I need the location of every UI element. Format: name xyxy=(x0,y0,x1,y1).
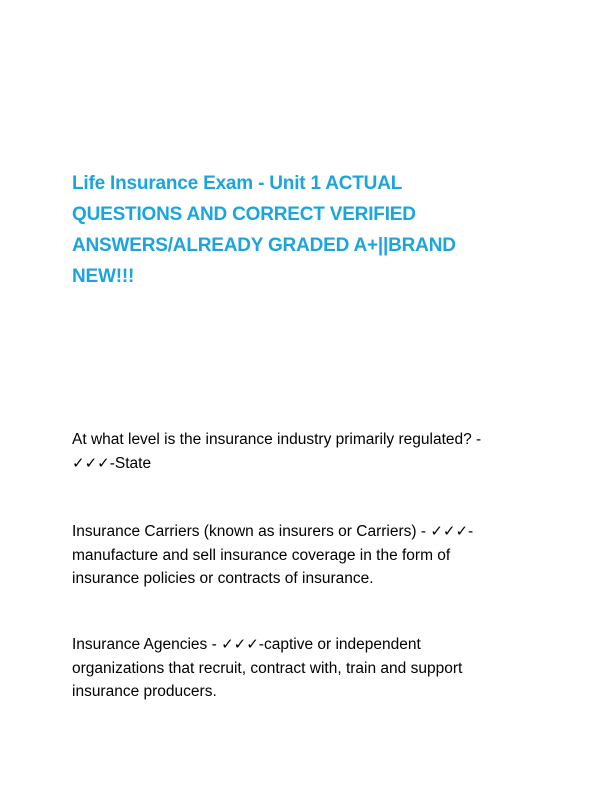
separator: - xyxy=(207,636,222,653)
qa-item xyxy=(72,520,512,591)
answer-prefix: - xyxy=(468,523,474,540)
document-title: Life Insurance Exam - Unit 1 ACTUAL QUESTIONS AND CORRECT VERIFIED ANSWERS/ALREADY GRADED A+||BRAND NEW!!! xyxy=(72,173,456,287)
checkmark-icon: ✓✓✓ xyxy=(72,453,110,472)
checkmark-icon: ✓✓✓ xyxy=(221,635,259,653)
qa-item xyxy=(72,428,512,475)
separator: - xyxy=(416,523,431,540)
question-text: At what level is the insurance industry primarily regulated? xyxy=(72,431,472,448)
answer-text: captive or independent organizations that recruit, contract with, train and support insurance producers. xyxy=(72,636,463,700)
checkmark-icon: ✓✓✓ xyxy=(430,522,469,540)
question-text: Insurance Agencies xyxy=(72,636,208,653)
question-text: Insurance Carriers (known as insurers or Carriers) xyxy=(72,523,417,540)
answer-text: manufacture and sell insurance coverage in the form of insurance policies or contracts of insurance. xyxy=(72,546,451,587)
answer-prefix: - xyxy=(109,454,115,472)
qa-item xyxy=(72,633,512,704)
answer-text: State xyxy=(114,454,152,472)
answer-prefix: - xyxy=(258,636,264,653)
separator: - xyxy=(471,431,482,448)
